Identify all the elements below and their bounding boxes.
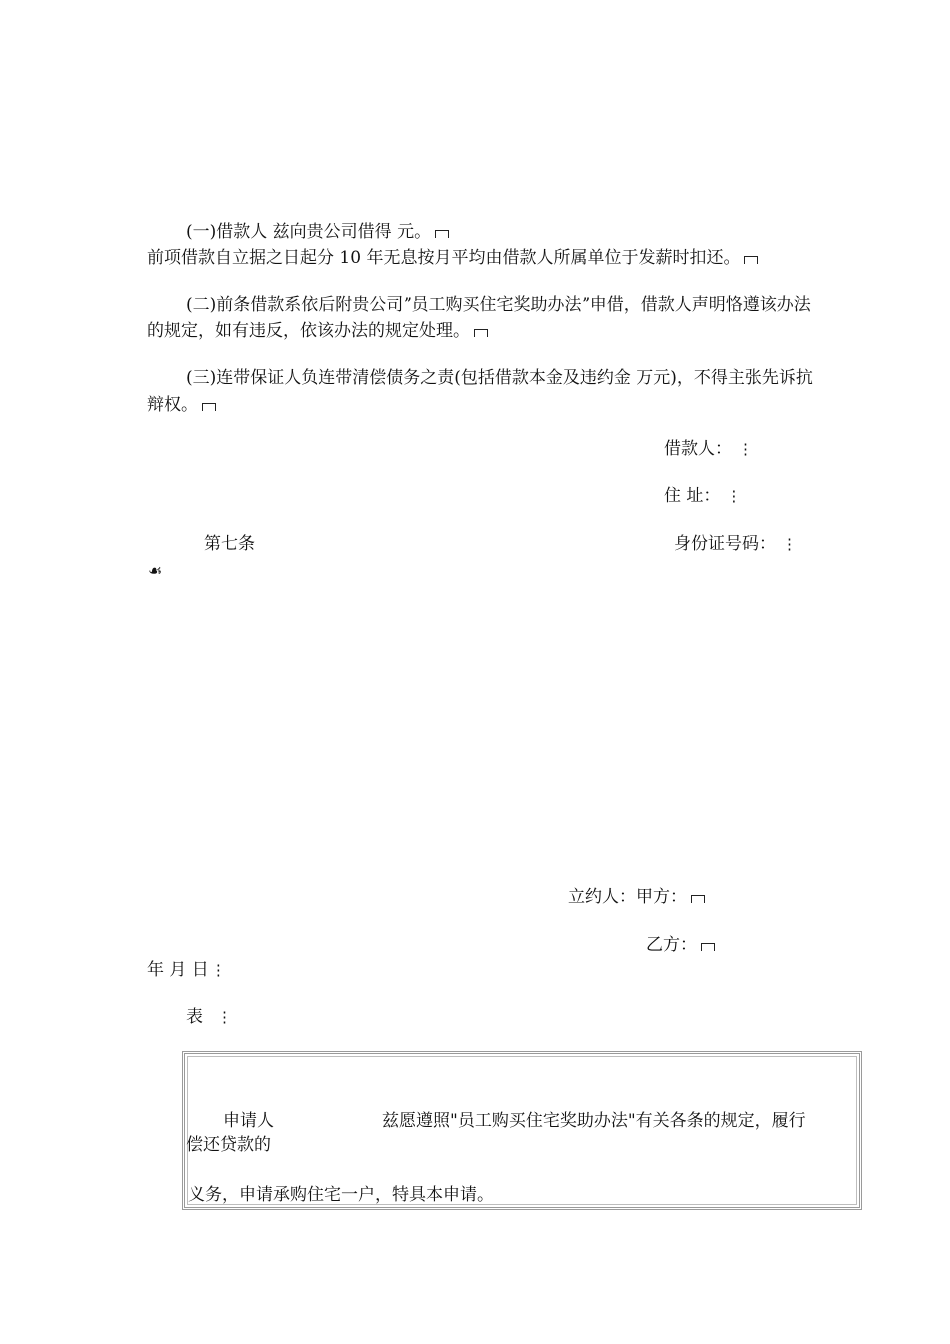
paragraph-mark-icon <box>744 256 758 264</box>
paragraph-mark-icon <box>701 943 715 951</box>
application-statement-end: 义务，申请承购住宅一户，特具本申请。 <box>188 1185 494 1205</box>
item1-text-cont: 前项借款自立据之日起分 10 年无息按月平均由借款人所属单位于发薪时扣还。 <box>147 248 741 268</box>
signatory-b-label: 乙方： <box>646 935 697 955</box>
item3-line1 <box>186 368 813 388</box>
fleuron-icon: ☙ <box>148 561 163 580</box>
signatory-a-row <box>568 887 705 907</box>
item1-line1 <box>186 222 449 242</box>
application-line2 <box>186 1135 271 1155</box>
item1-line2 <box>147 248 758 268</box>
table-label: 表 <box>186 1007 203 1027</box>
signatory-a-label: 立约人：甲方： <box>568 887 687 907</box>
date-label: 年 月 日 <box>147 960 209 980</box>
id-label: 身份证号码： <box>674 534 776 554</box>
application-statement-cont: 偿还贷款的 <box>186 1135 271 1155</box>
application-line1-rest <box>382 1111 806 1131</box>
paragraph-mark-icon <box>474 329 488 337</box>
item2-text: (二)前条借款系依后附贵公司ˮ员工购买住宅奖助办法ˮ申借，借款人声明恪遵该办法 <box>186 295 811 315</box>
item3-text-cont: 辩权。 <box>147 395 198 415</box>
application-box <box>182 1051 862 1210</box>
article-seven <box>204 534 255 554</box>
item3-text: (三)连带保证人负连带清偿债务之责(包括借款本金及违约金 万元)，不得主张先诉抗 <box>186 368 813 388</box>
address-label: 住 址： <box>664 486 721 506</box>
article-seven-label: 第七条 <box>204 534 255 554</box>
item2-line2 <box>147 321 488 341</box>
item2-text-cont: 的规定，如有违反，依该办法的规定处理。 <box>147 321 470 341</box>
borrower-label: 借款人： <box>664 439 732 459</box>
item3-line2 <box>147 395 216 415</box>
vertical-ellipsis-icon: ⋮ <box>217 1008 232 1026</box>
vertical-ellipsis-icon: ⋮ <box>726 487 742 505</box>
vertical-ellipsis-icon: ⋮ <box>782 535 797 553</box>
id-row <box>674 534 797 554</box>
applicant-label: 申请人 <box>223 1111 274 1131</box>
signatory-b-row <box>646 935 715 955</box>
table-row-label <box>186 1007 232 1027</box>
paragraph-mark-icon <box>691 895 705 903</box>
vertical-ellipsis-icon: ⋮ <box>210 961 226 979</box>
paragraph-mark-icon <box>202 403 216 411</box>
borrower-row <box>664 439 753 459</box>
application-statement: 兹愿遵照"员工购买住宅奖助办法"有关各条的规定，履行 <box>382 1111 806 1131</box>
application-line1 <box>223 1111 274 1131</box>
item2-line1 <box>186 295 811 315</box>
address-row <box>664 486 741 506</box>
paragraph-mark-icon <box>435 230 449 238</box>
application-line3 <box>188 1185 494 1205</box>
vertical-ellipsis-icon: ⋮ <box>738 440 753 458</box>
item1-text: (一)借款人 兹向贵公司借得 元。 <box>186 222 432 242</box>
date-row <box>147 960 226 980</box>
